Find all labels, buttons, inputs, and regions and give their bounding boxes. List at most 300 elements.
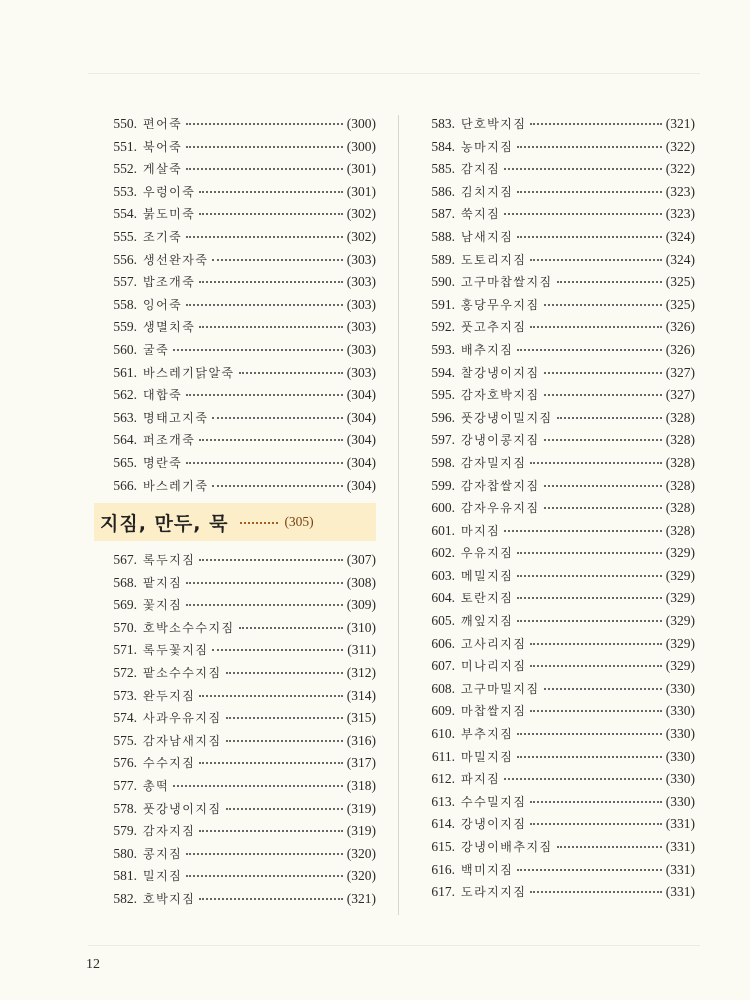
toc-entry[interactable] [100,138,376,161]
entry-title: 대합죽 [143,388,183,403]
entry-number: 598. [431,454,455,470]
entry-title: 홍당무우지짐 [461,297,540,312]
right-column [418,115,695,906]
toc-entry[interactable] [100,596,376,619]
entry-number: 588. [431,228,455,244]
section-leader-dots [240,516,278,524]
entry-number: 571. [113,642,137,658]
entry-number: 586. [431,183,455,199]
leader-dots [504,770,661,780]
toc-entry[interactable] [418,499,695,522]
entry-number: 603. [431,567,455,583]
leader-dots [517,861,661,871]
entry-page-ref: (316) [346,732,376,748]
toc-entry[interactable] [418,612,695,635]
leader-dots [199,687,342,697]
entry-page-ref: (328) [665,409,695,425]
toc-entry[interactable] [418,702,695,725]
leader-dots [199,273,342,283]
entry-title: 도토리지짐 [461,252,527,267]
entry-title: 꽃지짐 [143,598,183,613]
entry-title: 북어죽 [143,139,183,154]
leader-dots [530,702,661,712]
entry-page-ref: (304) [346,387,376,403]
entry-number: 604. [431,590,455,606]
entry-number: 575. [113,732,137,748]
toc-entry[interactable] [100,160,376,183]
entry-page-ref: (300) [346,116,376,131]
leader-dots [530,815,661,825]
entry-number: 608. [431,680,455,696]
toc-entry[interactable] [100,318,376,341]
leader-dots [517,544,661,554]
leader-dots [186,115,342,125]
toc-entry[interactable] [418,770,695,793]
entry-page-ref: (329) [665,613,695,629]
entry-number: 611. [431,748,455,764]
toc-entry[interactable] [100,454,376,477]
entry-title: 수수지짐 [143,756,196,771]
entry-page-ref: (326) [665,319,695,335]
entry-number: 558. [113,296,137,312]
entry-title: 파지짐 [461,772,501,787]
leader-dots [557,838,662,848]
entry-title: 생멸치죽 [143,320,196,335]
entry-title: 농마지짐 [461,139,514,154]
leader-dots [530,635,661,645]
entry-number: 576. [113,755,137,771]
entry-title: 마지짐 [461,523,501,538]
toc-entry[interactable] [418,183,695,206]
toc-entry[interactable] [100,115,376,138]
toc-entry[interactable] [418,589,695,612]
entry-title: 남새지짐 [461,229,514,244]
toc-entry[interactable] [418,115,695,138]
leader-dots [226,732,343,742]
entry-page-ref: (327) [665,387,695,403]
entry-number: 596. [431,409,455,425]
entry-page-ref: (302) [346,206,376,222]
leader-dots [557,409,662,419]
entry-title: 풋강냉이지짐 [143,801,222,816]
toc-entry[interactable] [100,619,376,642]
leader-dots [504,522,661,532]
toc-entry[interactable] [418,748,695,771]
toc-entry[interactable] [100,205,376,228]
entry-number: 612. [431,771,455,787]
leader-dots [226,664,343,674]
entry-page-ref: (303) [346,274,376,290]
entry-number: 578. [113,800,137,816]
toc-entry[interactable] [418,205,695,228]
entry-page-ref: (301) [346,161,376,177]
entry-page-ref: (311) [347,642,376,658]
entry-page-ref: (329) [665,658,695,674]
entry-page-ref: (319) [346,823,376,839]
entry-page-ref: (304) [346,409,376,425]
leader-dots [212,641,343,651]
toc-entry[interactable] [418,364,695,387]
entry-page-ref: (330) [665,703,695,719]
leader-dots [544,386,662,396]
section-heading [94,503,376,541]
toc-entry[interactable] [418,341,695,364]
entry-page-ref: (324) [665,228,695,244]
leader-dots [199,205,342,215]
toc-entry[interactable] [100,687,376,710]
leader-dots [199,754,342,764]
entry-number: 554. [113,206,137,222]
toc-entry[interactable] [418,680,695,703]
entry-page-ref: (319) [346,800,376,816]
entry-page-ref: (329) [665,635,695,651]
entry-title: 콩지짐 [143,846,183,861]
entry-number: 563. [113,409,137,425]
entry-number: 566. [113,477,137,493]
leader-dots [239,619,343,629]
entry-page-ref: (330) [665,771,695,787]
toc-entry[interactable] [100,551,376,574]
toc-entry[interactable] [418,160,695,183]
toc-entry[interactable] [418,477,695,500]
entry-title: 마밀지짐 [461,749,514,764]
toc-entry[interactable] [418,318,695,341]
entry-title: 부추지짐 [461,727,514,742]
leader-dots [504,160,661,170]
entry-page-ref: (321) [665,116,695,131]
leader-dots [544,364,662,374]
entry-title: 수수밀지짐 [461,794,527,809]
entry-number: 570. [113,619,137,635]
entry-title: 마찹쌀지짐 [461,704,527,719]
toc-entry[interactable] [100,641,376,664]
entry-title: 고구마밀지짐 [461,681,540,696]
leader-dots [544,296,662,306]
toc-entry[interactable] [100,477,376,500]
toc-entry[interactable] [418,296,695,319]
leader-dots [544,499,662,509]
entry-page-ref: (331) [665,884,695,900]
entry-page-ref: (324) [665,251,695,267]
leader-dots [212,477,342,487]
entry-title: 감자우유지짐 [461,501,540,516]
entry-number: 583. [431,116,455,131]
leader-dots [544,477,662,487]
toc-entry[interactable] [100,341,376,364]
toc-entry[interactable] [100,386,376,409]
toc-entry[interactable] [418,838,695,861]
entry-number: 550. [113,116,137,131]
leader-dots [173,341,343,351]
entry-title: 감자남새지짐 [143,733,222,748]
entry-page-ref: (303) [346,251,376,267]
entry-number: 607. [431,658,455,674]
entry-title: 풋강냉이밀지짐 [461,410,553,425]
entry-page-ref: (302) [346,228,376,244]
entry-title: 백미지짐 [461,862,514,877]
entry-page-ref: (322) [665,138,695,154]
toc-entry[interactable] [100,228,376,251]
entry-number: 580. [113,845,137,861]
entry-page-ref: (330) [665,680,695,696]
left-entries-top [100,115,376,499]
toc-entry[interactable] [100,574,376,597]
entry-number: 599. [431,477,455,493]
entry-title: 명란죽 [143,455,183,470]
column-divider [398,115,399,915]
entry-title: 바스레기죽 [143,478,209,493]
left-entries-bottom [100,551,376,913]
entry-page-ref: (308) [346,574,376,590]
entry-number: 551. [113,138,137,154]
toc-entry[interactable] [100,709,376,732]
toc-entry[interactable] [100,867,376,890]
entry-number: 585. [431,161,455,177]
entry-number: 617. [431,884,455,900]
entry-number: 555. [113,228,137,244]
leader-dots [517,183,661,193]
toc-entry[interactable] [418,431,695,454]
left-column [100,115,376,913]
toc-entry[interactable] [418,567,695,590]
entry-title: 강냉이콩지짐 [461,433,540,448]
entry-page-ref: (312) [346,665,376,681]
entry-number: 567. [113,552,137,568]
leader-dots [530,251,661,261]
toc-entry[interactable] [100,409,376,432]
toc-entry[interactable] [418,793,695,816]
entry-title: 찰강냉이지짐 [461,365,540,380]
leader-dots [199,431,342,441]
leader-dots [530,883,661,893]
entry-page-ref: (309) [346,597,376,613]
entry-title: 록두지짐 [143,553,196,568]
entry-number: 568. [113,574,137,590]
entry-title: 사과우유지짐 [143,711,222,726]
entry-title: 밥조개죽 [143,275,196,290]
entry-page-ref: (329) [665,567,695,583]
toc-entry[interactable] [418,251,695,274]
toc-entry[interactable] [100,183,376,206]
entry-page-ref: (330) [665,726,695,742]
entry-page-ref: (314) [346,687,376,703]
entry-title: 메밀지짐 [461,568,514,583]
entry-page-ref: (331) [665,816,695,832]
entry-page-ref: (328) [665,522,695,538]
entry-page-ref: (310) [346,619,376,635]
entry-number: 595. [431,387,455,403]
entry-title: 강냉이지짐 [461,817,527,832]
entry-title: 조기죽 [143,229,183,244]
toc-entry[interactable] [100,664,376,687]
entry-number: 615. [431,839,455,854]
entry-number: 613. [431,793,455,809]
entry-title: 총떡 [143,779,170,794]
toc-entry[interactable] [100,845,376,868]
toc-entry[interactable] [100,754,376,777]
entry-page-ref: (321) [346,891,376,906]
leader-dots [530,115,661,125]
leader-dots [212,251,342,261]
leader-dots [186,296,342,306]
top-rule [88,73,700,74]
entry-page-ref: (303) [346,341,376,357]
entry-number: 609. [431,703,455,719]
leader-dots [530,454,661,464]
entry-page-ref: (320) [346,868,376,884]
leader-dots [212,409,342,419]
toc-entry[interactable] [100,800,376,823]
toc-entry[interactable] [418,273,695,296]
leader-dots [517,748,661,758]
toc-entry[interactable] [418,635,695,658]
entry-page-ref: (330) [665,748,695,764]
entry-page-ref: (325) [665,274,695,290]
entry-number: 565. [113,454,137,470]
toc-entry[interactable] [100,296,376,319]
entry-title: 감자지짐 [143,824,196,839]
leader-dots [530,318,661,328]
toc-entry[interactable] [100,273,376,296]
entry-title: 감자찹쌀지짐 [461,478,540,493]
leader-dots [504,205,661,215]
entry-number: 605. [431,613,455,629]
toc-entry[interactable] [418,657,695,680]
leader-dots [199,822,342,832]
entry-number: 593. [431,341,455,357]
toc-entry[interactable] [418,409,695,432]
entry-number: 614. [431,816,455,832]
toc-entry[interactable] [418,454,695,477]
entry-page-ref: (304) [346,477,376,493]
leader-dots [199,890,342,900]
entry-page-ref: (330) [665,793,695,809]
entry-number: 606. [431,635,455,651]
leader-dots [517,725,661,735]
leader-dots [226,709,343,719]
toc-entry[interactable] [100,732,376,755]
entry-page-ref: (328) [665,432,695,448]
entry-page-ref: (315) [346,710,376,726]
toc-entry[interactable] [418,544,695,567]
entry-title: 명태고지죽 [143,410,209,425]
entry-title: 팥소수수지짐 [143,666,222,681]
entry-title: 배추지짐 [461,342,514,357]
entry-title: 고사리지짐 [461,636,527,651]
leader-dots [517,228,661,238]
entry-number: 600. [431,500,455,516]
leader-dots [199,318,342,328]
leader-dots [557,273,662,283]
leader-dots [186,138,342,148]
entry-title: 붉도미죽 [143,207,196,222]
leader-dots [530,793,661,803]
leader-dots [226,800,343,810]
toc-entry[interactable] [418,138,695,161]
entry-title: 게살죽 [143,162,183,177]
entry-number: 561. [113,364,137,380]
entry-number: 553. [113,183,137,199]
entry-number: 581. [113,868,137,884]
toc-entry[interactable] [100,890,376,913]
leader-dots [186,596,342,606]
toc-entry[interactable] [418,725,695,748]
entry-number: 560. [113,341,137,357]
entry-number: 584. [431,138,455,154]
leader-dots [186,160,342,170]
entry-number: 573. [113,687,137,703]
entry-title: 우렁이죽 [143,184,196,199]
leader-dots [186,845,342,855]
entry-page-ref: (304) [346,454,376,470]
leader-dots [186,228,342,238]
leader-dots [173,777,343,787]
toc-entry[interactable] [418,522,695,545]
leader-dots [517,612,661,622]
entry-page-ref: (303) [346,364,376,380]
toc-entry[interactable] [100,364,376,387]
toc-entry[interactable] [100,251,376,274]
toc-entry[interactable] [418,386,695,409]
entry-page-ref: (303) [346,296,376,312]
toc-entry[interactable] [418,815,695,838]
entry-page-ref: (326) [665,341,695,357]
entry-number: 594. [431,364,455,380]
toc-entry[interactable] [100,431,376,454]
entry-number: 589. [431,251,455,267]
entry-page-ref: (322) [665,161,695,177]
section-page-ref: (305) [284,514,314,530]
entry-page-ref: (328) [665,500,695,516]
leader-dots [186,386,342,396]
entry-page-ref: (317) [346,755,376,771]
leader-dots [544,680,662,690]
entry-number: 616. [431,861,455,877]
entry-page-ref: (327) [665,364,695,380]
leader-dots [239,364,343,374]
leader-dots [517,341,661,351]
entry-title: 생선완자죽 [143,252,209,267]
entry-number: 587. [431,206,455,222]
toc-entry[interactable] [100,822,376,845]
entry-title: 감자호박지짐 [461,388,540,403]
entry-title: 퍼조개죽 [143,433,196,448]
leader-dots [199,551,342,561]
entry-page-ref: (320) [346,845,376,861]
entry-title: 도라지지짐 [461,885,527,900]
entry-number: 556. [113,251,137,267]
entry-title: 감자밀지짐 [461,455,527,470]
entry-title: 호박소수수지짐 [143,620,235,635]
leader-dots [530,657,661,667]
entry-number: 610. [431,726,455,742]
entry-title: 토란지짐 [461,591,514,606]
entry-number: 572. [113,665,137,681]
toc-entry[interactable] [418,883,695,906]
entry-page-ref: (323) [665,183,695,199]
entry-title: 김치지짐 [461,184,514,199]
toc-entry[interactable] [418,228,695,251]
entry-page-ref: (318) [346,778,376,794]
toc-entry[interactable] [100,777,376,800]
entry-number: 592. [431,319,455,335]
entry-page-ref: (304) [346,432,376,448]
entry-page-ref: (328) [665,454,695,470]
toc-entry[interactable] [418,861,695,884]
leader-dots [186,454,342,464]
entry-number: 562. [113,387,137,403]
entry-number: 552. [113,161,137,177]
